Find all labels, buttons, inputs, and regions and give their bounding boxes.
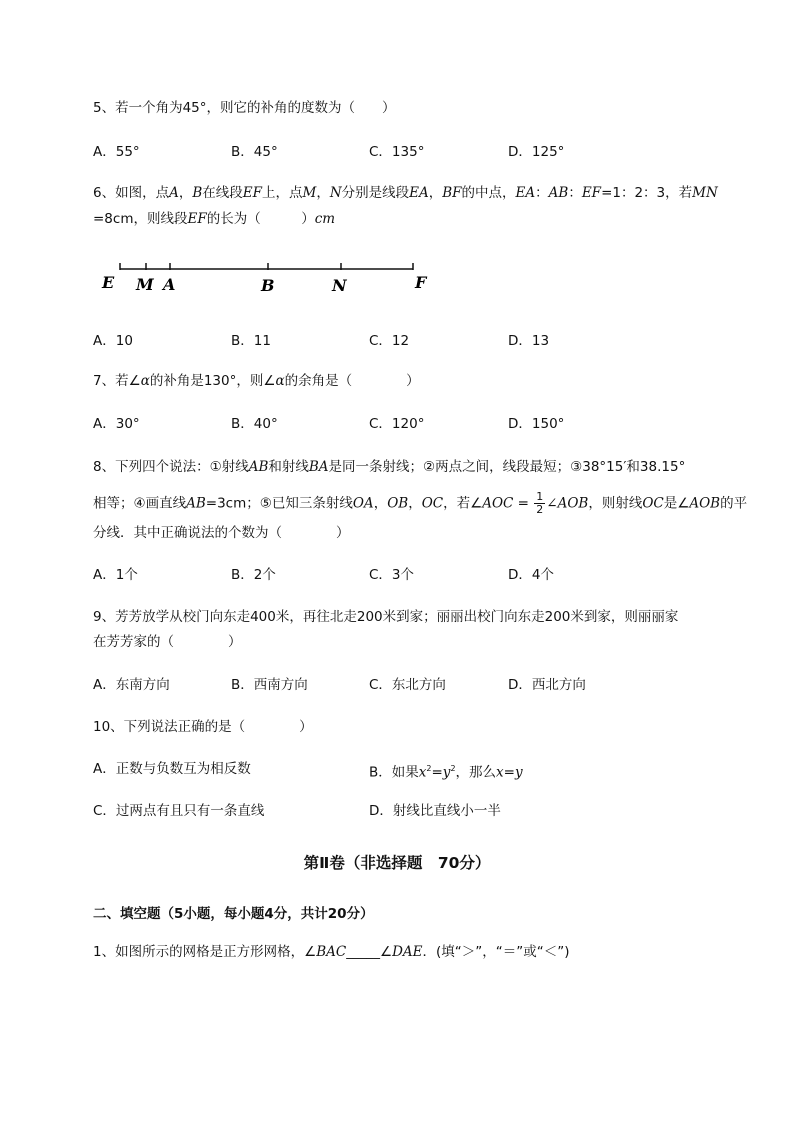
- q9-stem-line2: 在芳芳家的（ ）: [93, 634, 242, 650]
- answer-blank[interactable]: _____: [346, 944, 380, 960]
- q6-segment-figure: [96, 258, 446, 300]
- fill1-stem: 1、如图所示的网格是正方形网格，∠BAC_____∠DAE．(填“＞”，“＝”或“＜”): [93, 944, 570, 960]
- q10-stem: 10、下列说法正确的是（ ）: [93, 719, 313, 735]
- q5-stem: 5、若一个角为45°，则它的补角的度数为（ ）: [93, 100, 396, 116]
- q10-option-c: C．过两点有且只有一条直线: [93, 803, 265, 819]
- q7-stem: 7、若∠α的补角是130°，则∠α的余角是（ ）: [93, 373, 420, 389]
- q6-option-a: A．10: [93, 333, 133, 349]
- q6-stem-line2: =8cm，则线段EF的长为（ ）cm: [93, 211, 336, 227]
- label-f: F: [415, 273, 427, 292]
- label-a: A: [163, 275, 176, 294]
- q7-option-d: D．150°: [508, 416, 565, 432]
- fraction-one-half: $\frac{1}{2}$: [536, 490, 544, 516]
- q9-option-d: D．西北方向: [508, 677, 586, 693]
- q9-option-c: C．东北方向: [369, 677, 446, 693]
- part2-title: 第Ⅱ卷（非选择题 70分）: [303, 854, 491, 872]
- q6-option-d: D．13: [508, 333, 550, 349]
- q10-option-d: D．射线比直线小一半: [369, 803, 501, 819]
- q9-option-b: B．西南方向: [231, 677, 308, 693]
- q8-option-a: A．1个: [93, 567, 138, 583]
- q7-option-c: C．120°: [369, 416, 425, 432]
- q5-option-d: D．125°: [508, 144, 565, 160]
- label-n: N: [332, 276, 347, 295]
- q8-stem-line3: 分线．其中正确说法的个数为（ ）: [93, 525, 350, 541]
- q8-stem-line2: 相等；④画直线AB=3cm；⑤已知三条射线OA，OB，OC，若∠AOC = $\frac{1}{2}$ ∠AOB，则射线OC是∠AOB的平: [93, 490, 748, 516]
- label-e: E: [102, 273, 115, 292]
- section2-heading: 二、填空题（5小题，每小题4分，共计20分）: [93, 906, 374, 922]
- q7-option-a: A．30°: [93, 416, 140, 432]
- label-m: M: [136, 275, 154, 294]
- q5-option-b: B．45°: [231, 144, 278, 160]
- q6-option-c: C．12: [369, 333, 410, 349]
- q8-option-c: C．3个: [369, 567, 415, 583]
- q7-option-b: B．40°: [231, 416, 278, 432]
- q10-option-b: B．如果$x^2=y^2$，那么x=y: [369, 764, 523, 781]
- q5-option-c: C．135°: [369, 144, 425, 160]
- q9-stem-line1: 9、芳芳放学从校门向东走400米，再往北走200米到家；丽丽出校门向东走200米到家，则丽丽家: [93, 609, 679, 625]
- q5-option-a: A．55°: [93, 144, 140, 160]
- q9-option-a: A．东南方向: [93, 677, 170, 693]
- q10-option-a: A．正数与负数互为相反数: [93, 761, 251, 777]
- q6-option-b: B．11: [231, 333, 271, 349]
- q6-stem-line1: 6、如图，点A，B在线段EF上，点M，N分别是线段EA，BF的中点，EA：AB：EF=1：2：3，若MN: [93, 185, 718, 201]
- q8-option-b: B．2个: [231, 567, 276, 583]
- q8-stem-line1: 8、下列四个说法：①射线AB和射线BA是同一条射线；②两点之间，线段最短；③38°15′和38.15°: [93, 459, 686, 475]
- label-b: B: [261, 276, 275, 295]
- q8-option-d: D．4个: [508, 567, 554, 583]
